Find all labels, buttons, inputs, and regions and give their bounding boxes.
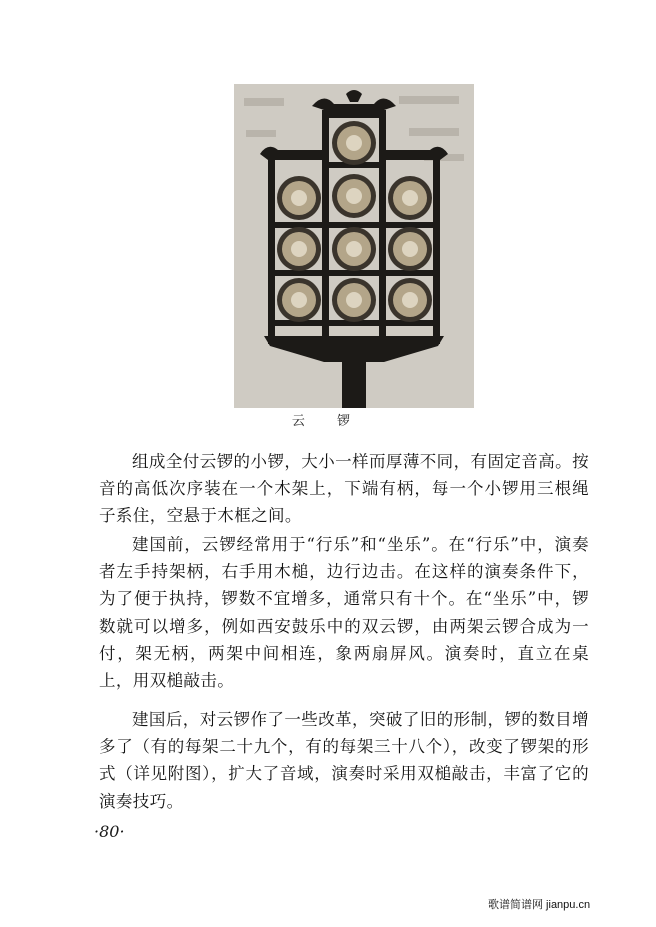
frame-base-and-handle (264, 336, 444, 408)
gong (277, 176, 321, 220)
gong (388, 227, 432, 271)
body-paragraph: 组成全付云锣的小锣，大小一样而厚薄不同，有固定音高。按音的高低次序装在一个木架上，下端有柄，每一个小锣用三根绳子系住，空悬于木框之间。 (99, 452, 589, 526)
frame-top-crest (312, 90, 396, 118)
gong (332, 227, 376, 271)
gong (388, 278, 432, 322)
gong (332, 174, 376, 218)
site-watermark: 歌谱简谱网 jianpu.cn (488, 899, 591, 911)
body-paragraph: 建国前，云锣经常用于“行乐”和“坐乐”。在“行乐”中，演奏者左手持架柄，右手用木槌，边行边击。在这样的演奏条件下，为了便于执持，锣数不宜增多，通常只有十个。在“坐乐”中，锣数就可以增多，例如西安鼓乐中的双云锣，由两架云锣合成为一付，架无柄，两架中间相连，象两扇屏风。演奏时，直立在桌上，用双槌敲击。 (99, 535, 589, 691)
gong (388, 176, 432, 220)
figure-caption: 云 锣 (291, 414, 365, 429)
page-number: ·80· (94, 822, 125, 841)
gong (277, 227, 321, 271)
gong (332, 278, 376, 322)
yunluo-illustration (234, 84, 474, 408)
yunluo-photo (234, 84, 474, 408)
body-paragraph: 建国后，对云锣作了一些改革，突破了旧的形制，锣的数目增多了（有的每架二十九个，有的每架三十八个），改变了锣架的形式（详见附图），扩大了音域，演奏时采用双槌敲击，丰富了它的演奏技巧。 (99, 710, 589, 811)
gong (277, 278, 321, 322)
gong (332, 121, 376, 165)
